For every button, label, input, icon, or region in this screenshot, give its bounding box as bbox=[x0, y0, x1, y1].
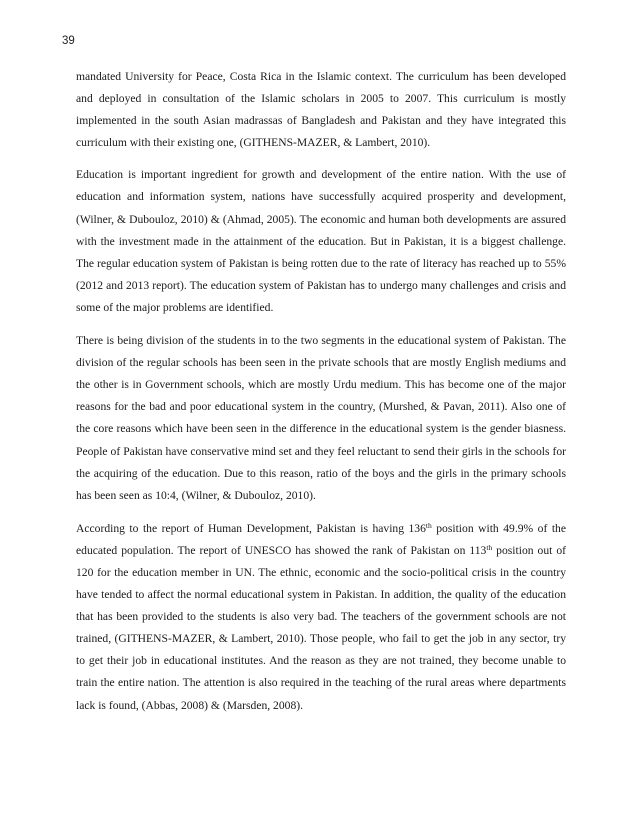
page-number: 39 bbox=[62, 35, 75, 47]
hdr-text-part2: position with 49.9% of the educated population. The report of UNESCO has showed the rank of Pakistan on 113 bbox=[76, 521, 566, 557]
paragraph-human-development-report bbox=[76, 518, 566, 717]
paragraph-education-importance: Education is important ingredient for growth and development of the entire nation. With the use of education and information system, nations have successfully acquired prosperity and development, (Wilner, & Dubouloz, 2010) & (Ahmad, 2005). The economic and human both developments are assured with the investment made in the attainment of the education. But in Pakistan, it is a biggest challenge. The regular education system of Pakistan is being rotten due to the rate of literacy has reached up to 55% (2012 and 2013 report). The education system of Pakistan has to undergo many challenges and crisis and some of the major problems are identified. bbox=[76, 168, 566, 314]
document-body bbox=[76, 66, 566, 728]
ordinal-superscript-136: th bbox=[425, 520, 432, 530]
hdr-text-part3: position out of 120 for the education member in UN. The ethnic, economic and the socio-political crisis in the country have tended to affect the normal educational system in Pakistan. In addition, the quality of the education that has been provided to the students is also very bad. The teachers of the government schools are not trained, (GITHENS-MAZER, & Lambert, 2010). Those people, who fail to get the job in any sector, try to get their job in educational institutes. And the reason as they are not trained, they become unable to train the entire nation. The attention is also required in the teaching of the rural areas where departments lack is found, (Abbas, 2008) & (Marsden, 2008). bbox=[76, 543, 566, 712]
hdr-text-part1: According to the report of Human Development, Pakistan is having 136 bbox=[76, 521, 426, 535]
ordinal-superscript-113: th bbox=[486, 542, 493, 552]
paragraph-student-division: There is being division of the students in to the two segments in the educational system of Pakistan. The division of the regular schools has been seen in the private schools that are mostly English mediums and the other is in Government schools, which are mostly Urdu medium. This has become one of the major reasons for the bad and poor educational system in the country, (Murshed, & Pavan, 2011). Also one of the core reasons which have been seen in the difference in the educational system is the gender biasness. People of Pakistan have conservative mind set and they feel reluctant to send their girls in the schools for the acquiring of the education. Due to this reason, ratio of the boys and the girls in the primary schools has been seen as 10:4, (Wilner, & Dubouloz, 2010). bbox=[76, 334, 566, 502]
paragraph-madrassa-curriculum: mandated University for Peace, Costa Rica in the Islamic context. The curriculum has been developed and deployed in consultation of the Islamic scholars in 2005 to 2007. This curriculum is mostly implemented in the south Asian madrassas of Bangladesh and Pakistan and they have integrated this curriculum with their existing one, (GITHENS-MAZER, & Lambert, 2010). bbox=[76, 70, 566, 150]
